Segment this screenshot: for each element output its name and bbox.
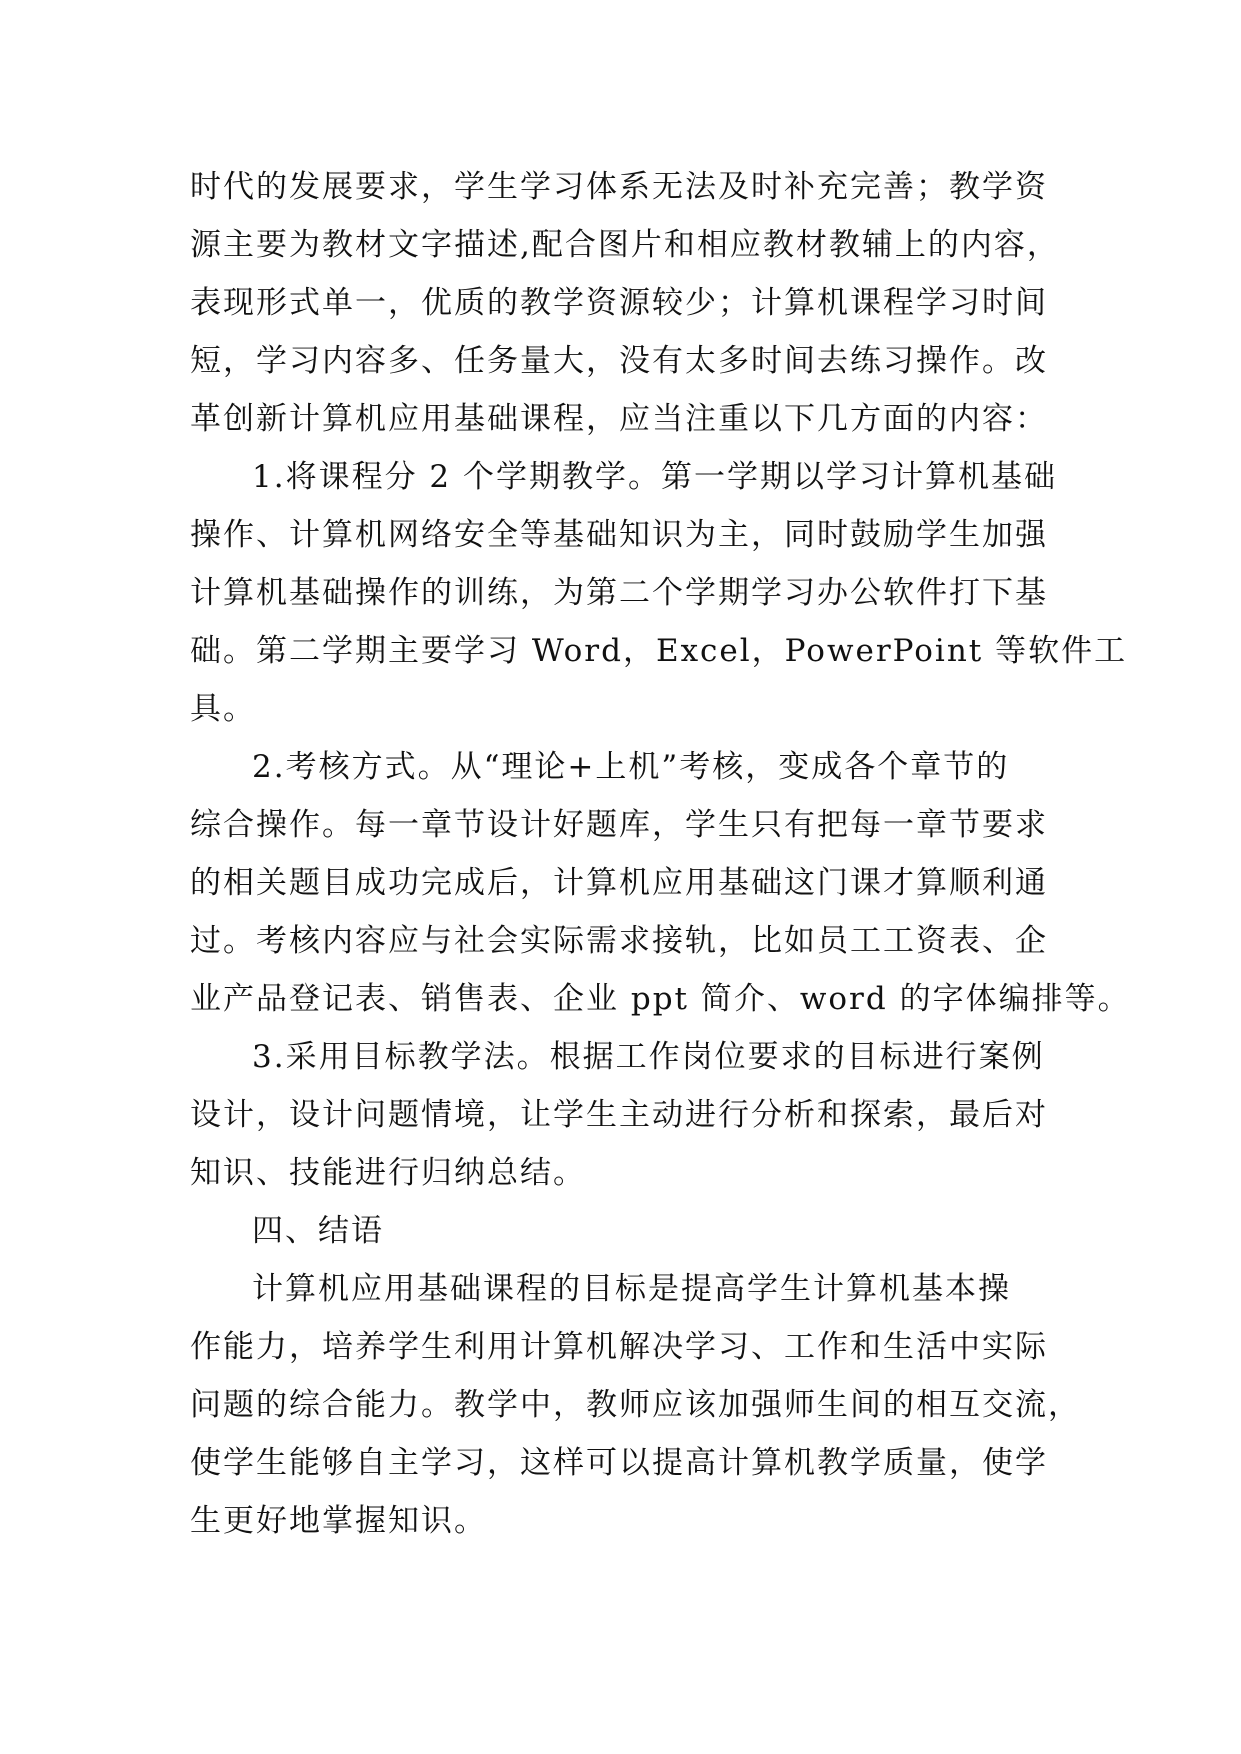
text-line: 知识、技能进行归纳总结。 xyxy=(190,1155,586,1191)
list-item-1-start: 1.将课程分 2 个学期教学。第一学期以学习计算机基础 xyxy=(252,459,1058,495)
text-line: 短，学习内容多、任务量大，没有太多时间去练习操作。改 xyxy=(190,343,1048,379)
text-line: 具。 xyxy=(190,691,256,727)
text-line: 生更好地掌握知识。 xyxy=(190,1503,487,1539)
paragraph-start: 计算机应用基础课程的目标是提高学生计算机基本操 xyxy=(252,1271,1011,1307)
text-line: 础。第二学期主要学习 Word，Excel，PowerPoint 等软件工 xyxy=(190,633,1128,669)
text-line: 表现形式单一，优质的教学资源较少；计算机课程学习时间 xyxy=(190,285,1048,321)
text-line: 作能力，培养学生利用计算机解决学习、工作和生活中实际 xyxy=(190,1329,1048,1365)
list-item-3-start: 3.采用目标教学法。根据工作岗位要求的目标进行案例 xyxy=(252,1039,1045,1075)
text-line: 的相关题目成功完成后，计算机应用基础这门课才算顺利通 xyxy=(190,865,1048,901)
list-item-2-start: 2.考核方式。从“理论+上机”考核，变成各个章节的 xyxy=(252,749,1010,785)
text-line: 问题的综合能力。教学中，教师应该加强师生间的相互交流， xyxy=(190,1387,1081,1423)
text-line: 操作、计算机网络安全等基础知识为主，同时鼓励学生加强 xyxy=(190,517,1048,553)
text-line: 综合操作。每一章节设计好题库，学生只有把每一章节要求 xyxy=(190,807,1048,843)
section-heading: 四、结语 xyxy=(252,1213,384,1249)
text-line: 源主要为教材文字描述,配合图片和相应教材教辅上的内容， xyxy=(190,227,1060,263)
text-line: 革创新计算机应用基础课程，应当注重以下几方面的内容： xyxy=(190,401,1048,437)
text-line: 设计，设计问题情境，让学生主动进行分析和探索，最后对 xyxy=(190,1097,1048,1133)
text-line: 过。考核内容应与社会实际需求接轨，比如员工工资表、企 xyxy=(190,923,1048,959)
text-line: 使学生能够自主学习，这样可以提高计算机教学质量，使学 xyxy=(190,1445,1048,1481)
text-line: 时代的发展要求，学生学习体系无法及时补充完善；教学资 xyxy=(190,169,1048,205)
document-body xyxy=(190,158,1131,1550)
text-line: 计算机基础操作的训练，为第二个学期学习办公软件打下基 xyxy=(190,575,1048,611)
text-line: 业产品登记表、销售表、企业 ppt 简介、word 的字体编排等。 xyxy=(190,981,1131,1017)
